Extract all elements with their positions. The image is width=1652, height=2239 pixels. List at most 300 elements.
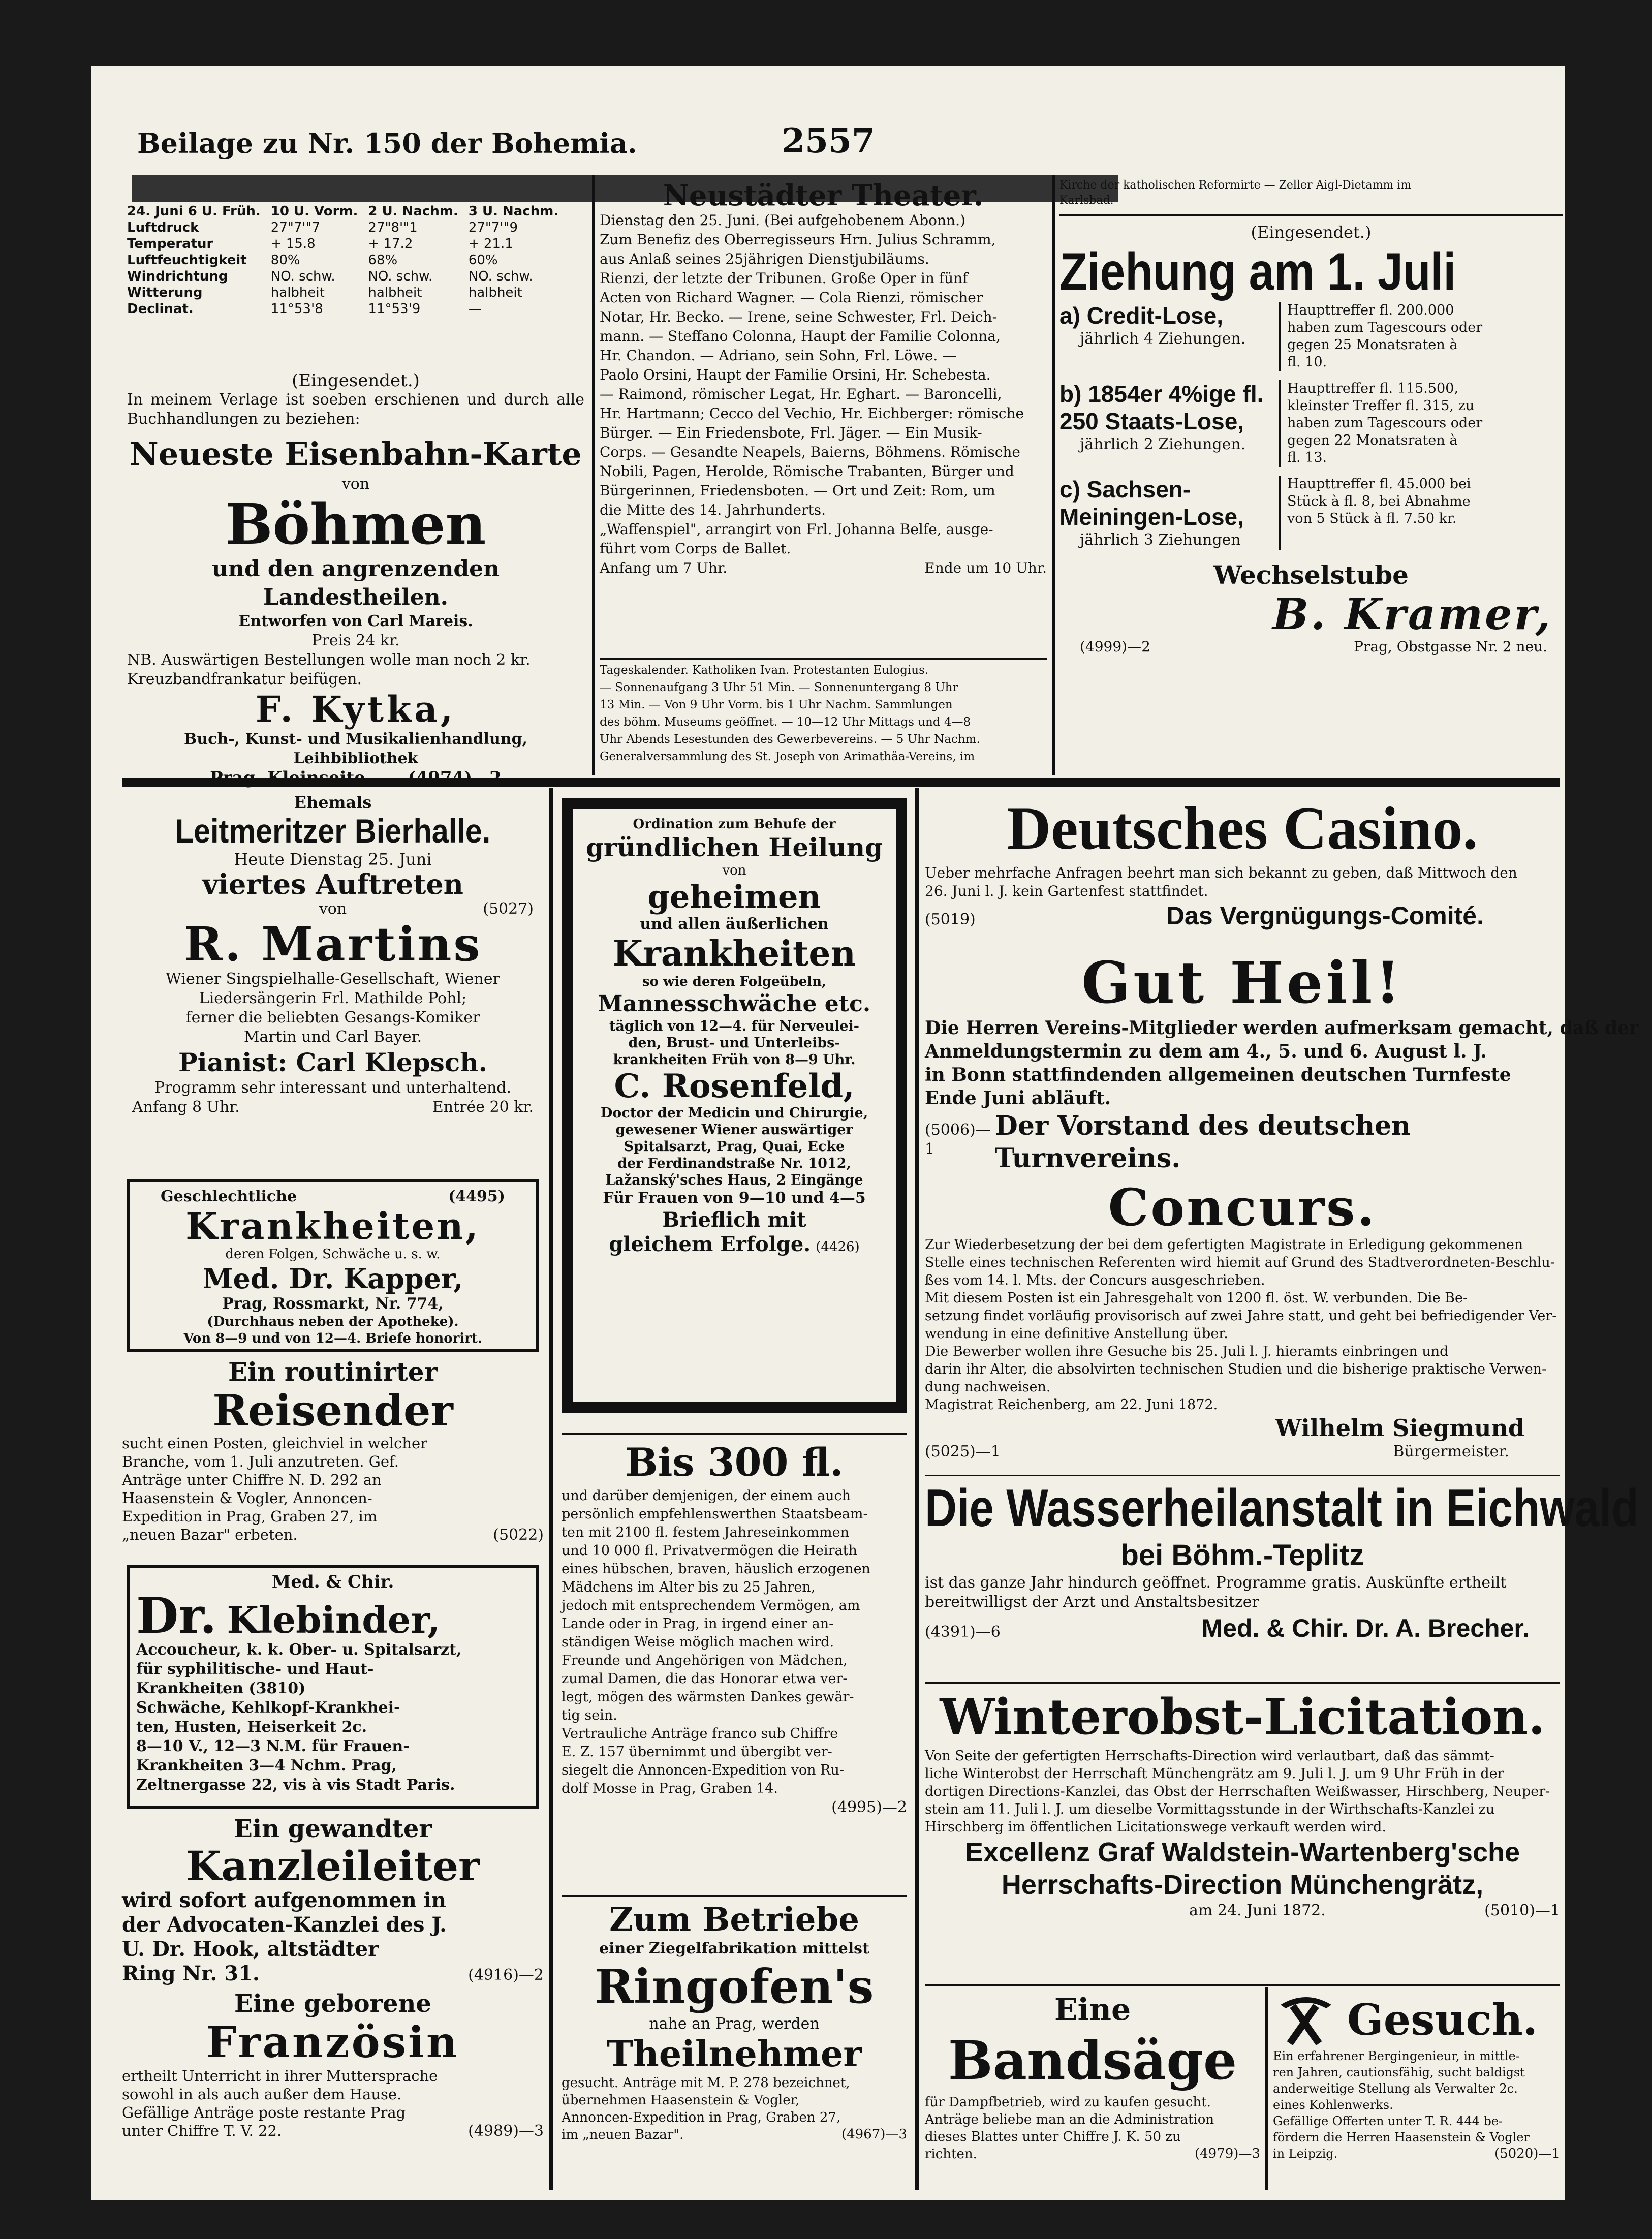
wasser-code: (4391)—6 [925, 1623, 1001, 1641]
theater-line: Bürger. — Ein Friedensbote, Frl. Jäger. — Ein Musik- [600, 424, 982, 441]
theater-line: die Mitte des 14. Jahrhunderts. [600, 502, 826, 518]
kapper-head-row [135, 1187, 531, 1206]
kapper-note: (Durchhaus neben der Apotheke). [207, 1314, 459, 1329]
theater-line: führt vom Corps de Ballet. [600, 540, 791, 557]
bierhalle-desc [122, 970, 544, 1047]
gutheil-title: Gut Heil! [1081, 950, 1404, 1016]
reisender-line: „neuen Bazar" erbeten. [122, 1526, 298, 1543]
ad-kapper [127, 1179, 539, 1352]
casino-text [925, 864, 1560, 900]
weather-cell: — [468, 301, 482, 317]
ziehung-item-info: fl. 10. [1287, 354, 1327, 370]
kanzlei-title: Kanzleileiter [185, 1842, 480, 1890]
concurs-line: darin ihr Alter, die absolvirten technischen Studien und die bisherige praktische Verwen- [925, 1361, 1547, 1377]
ringofen-line: Annoncen-Expedition in Prag, Graben 27, [562, 2110, 841, 2125]
divider-bottom-right [1265, 1987, 1268, 2190]
weather-cell: NO. schw. [368, 269, 433, 284]
ziehung-item-info: Haupttreffer fl. 45.000 bei [1287, 476, 1471, 492]
weather-cell: Luftfeuchtigkeit [127, 253, 247, 268]
bierhalle-ehemals: Ehemals [294, 793, 372, 812]
ad-ziehung [1059, 178, 1563, 778]
firm-kramer: B. Kramer, [1272, 589, 1552, 639]
winterobst-line: Von Seite der gefertigten Herrschafts-Direction wird verlautbart, daß das sämmt- [925, 1748, 1494, 1764]
weather-row [122, 285, 564, 301]
theater-line: mann. — Steffano Colonna, Haupt der Familie Colonna, [600, 328, 1001, 345]
theater-line: Corps. — Gesandte Neapels, Baierns, Böhmens. Römische [600, 444, 1020, 460]
concurs-footer [925, 1442, 1560, 1461]
concurs-line: Zur Wiederbesetzung der bei dem gefertigten Magistrate in Erledigung gekommenen [925, 1237, 1523, 1253]
bierhalle-event: viertes Auftreten [202, 868, 463, 900]
divider-top-right [1052, 175, 1055, 775]
gutheil-sign: Der Vorstand des deutschen Turnvereins. [994, 1110, 1411, 1174]
weather-cell: 80% [270, 253, 300, 268]
weather-cell: + 17.2 [368, 236, 413, 252]
reisender-line: sucht einen Posten, gleichviel in welcher [122, 1435, 428, 1452]
rosenfeld-desc [580, 1105, 889, 1189]
tageskalender-line: des böhm. Museums geöffnet. — 10—12 Uhr Mittags und 4—8 [600, 716, 971, 729]
weather-cell: + 21.1 [468, 236, 513, 252]
wasser-text [925, 1573, 1560, 1612]
theater-start: Anfang um 7 Uhr. [600, 559, 728, 576]
bierhalle-entry: Entrée 20 kr. [432, 1098, 534, 1116]
weather-cell: Temperatur [127, 236, 213, 252]
theater-line: — Raimond, römischer Legat, Hr. Eghart. — Baroncelli, [600, 386, 1002, 402]
concurs-line: dung nachweisen. [925, 1379, 1051, 1395]
page-number: 2557 [782, 121, 875, 161]
theater-line: aus Anlaß seines 25jährigen Dienstjubiläums. [600, 251, 929, 267]
ringofen-line: übernehmen Haasenstein & Vogler, [562, 2093, 800, 2108]
bandsaege-line: Anträge beliebe man an die Administration [925, 2112, 1214, 2127]
ziehung-item-info: Stück à fl. 8, bei Abnahme [1287, 493, 1471, 509]
gesuch-line: fördern die Herren Haasenstein & Vogler [1273, 2130, 1530, 2144]
klebinder-line: Krankheiten (3810) [136, 1680, 306, 1697]
bis300-line: legt, mögen des wärmsten Dankes gewär- [562, 1689, 854, 1705]
kapper-hours: Von 8—9 und von 12—4. Briefe honorirt. [183, 1331, 482, 1346]
bierhalle-von-row [122, 899, 544, 919]
kanzlei-line: Ring Nr. 31. [122, 1962, 260, 1985]
ringofen-line: gesucht. Anträge mit M. P. 278 bezeichnet, [562, 2075, 850, 2091]
concurs-line: Stelle eines technischen Referenten wird hiemit auf Grund des Stadtverordneten-Beschlu- [925, 1255, 1555, 1270]
bis300-line: E. Z. 157 übernimmt und übergibt ver- [562, 1744, 832, 1760]
rosenfeld-code: (4426) [816, 1239, 860, 1255]
winterobst-line: dortigen Directions-Kanzlei, das Obst der Herrschaften Weißwasser, Hirschberg, Neuper- [925, 1784, 1550, 1799]
reisender-line: Expedition in Prag, Graben 27, im [122, 1508, 378, 1525]
weather-cell: 24. Juni 6 U. Früh. [127, 204, 261, 219]
casino-code: (5019) [925, 911, 976, 928]
bierhalle-title: Leitmeritzer Bierhalle. [175, 812, 491, 850]
bis300-line: Lande oder in Prag, in irgend einer an- [562, 1616, 834, 1632]
weather-cell: NO. schw. [468, 269, 533, 284]
concurs-role: Bürgermeister. [1393, 1443, 1509, 1460]
bis300-line: ten mit 2100 fl. festem Jahreseinkommen [562, 1525, 850, 1540]
gesuch-head-row [1273, 1992, 1560, 2048]
rosenfeld-hours-line: täglich von 12—4. für Nerveulei- [609, 1018, 860, 1034]
casino-title: Deutsches Casino. [1007, 794, 1478, 862]
kapper-head: Geschlechtliche [161, 1188, 297, 1205]
bierhalle-pianist: Pianist: Carl Klepsch. [178, 1047, 487, 1077]
ad-bierhalle [122, 793, 544, 1174]
ringofen-sub: einer Ziegelfabrikation mittelst [599, 1940, 869, 1957]
winterobst-line: liche Winterobst der Herrschaft Münchengrätz am 9. Juli l. J. um 9 Uhr Früh in der [925, 1766, 1504, 1782]
bierhalle-desc-line: Martin und Carl Bayer. [243, 1028, 422, 1046]
kapper-addr: Prag, Rossmarkt, Nr. 774, [222, 1295, 444, 1313]
gesuch-line: Ein erfahrener Bergingenieur, in mittle- [1273, 2049, 1520, 2063]
theater-line: Hr. Chandon. — Adriano, sein Sohn, Frl. Löwe. — [600, 347, 957, 364]
rosenfeld-brief: Brieflich mit [662, 1208, 806, 1232]
ringofen-role: Theilnehmer [606, 2033, 862, 2075]
reisender-head: Ein routinirter [228, 1357, 438, 1387]
reisender-line: Haasenstein & Vogler, Annoncen- [122, 1489, 372, 1507]
ringofen-title: Zum Betriebe [609, 1901, 859, 1939]
bis300-line: ständigen Weise möglich machen wird. [562, 1634, 834, 1650]
klebinder-line: 8—10 V., 12—3 N.M. für Frauen- [136, 1737, 410, 1755]
bierhalle-desc-line: Wiener Singspielhalle-Gesellschaft, Wiener [166, 970, 500, 988]
concurs-signer: Wilhelm Siegmund [1275, 1414, 1524, 1442]
weather-cell: 27"8'"1 [368, 220, 418, 235]
ad-author: Entworfen von Carl Mareis. [238, 612, 473, 630]
ad-bandsaege [925, 1992, 1260, 2190]
gesuch-title: Gesuch. [1347, 1995, 1538, 2045]
bis300-line: dolf Mosse in Prag, Graben 14. [562, 1781, 778, 1796]
rosenfeld-title5: Mannesschwäche etc. [598, 991, 871, 1017]
rosenfeld-success: gleichem Erfolge. [609, 1232, 811, 1256]
bierhalle-code: (5027) [483, 900, 534, 918]
rule-bottom-right [925, 1984, 1560, 1986]
wechselstube-label: Wechselstube [1213, 560, 1409, 590]
ad-casino [925, 793, 1560, 945]
bierhalle-date: Heute Dienstag 25. Juni [234, 850, 432, 869]
ziehung-eingesendet: (Eingesendet.) [1251, 223, 1372, 242]
supplement-header: Beilage zu Nr. 150 der Bohemia. [137, 127, 637, 160]
ringofen-line: im „neuen Bazar". [562, 2127, 684, 2142]
casino-sign: Das Vergnügungs-Comité. [1166, 901, 1484, 930]
bis300-line: und 10 000 fl. Privatvermögen die Heirath [562, 1543, 857, 1559]
ziehung-rule [1059, 214, 1563, 216]
ziehung-address: Prag, Obstgasse Nr. 2 neu. [1354, 638, 1547, 655]
ad-title-boehmen: Böhmen [225, 491, 486, 557]
gutheil-line: in Bonn stattfindenden allgemeinen deutschen Turnfeste [925, 1064, 1511, 1085]
bierhalle-footer [122, 1098, 544, 1117]
klebinder-head: Med. & Chir. [271, 1572, 394, 1592]
klebinder-line: Zeltnergasse 22, vis à vis Stadt Paris. [136, 1776, 455, 1794]
tageskalender-line: 13 Min. — Von 9 Uhr Vorm. bis 1 Uhr Nachm. Sammlungen [600, 698, 953, 711]
concurs-code: (5025)—1 [925, 1443, 1001, 1460]
rosenfeld-desc-line: gewesener Wiener auswärtiger [615, 1122, 853, 1138]
klebinder-name: Klebinder, [227, 1598, 441, 1641]
concurs-line: Mit diesem Posten ist ein Jahresgehalt von 1200 fl. öst. W. verbunden. Die Be- [925, 1290, 1468, 1306]
bis300-code: (4995)—2 [831, 1798, 907, 1816]
rosenfeld-title4: Krankheiten [612, 934, 856, 974]
winterobst-line: Hirschberg im öffentlichen Licitationswege verkauft werden wird. [925, 1819, 1387, 1835]
casino-footer [925, 900, 1560, 931]
weather-cell: + 15.8 [270, 236, 316, 252]
ziehung-item-info: Haupttreffer fl. 200.000 [1287, 302, 1454, 318]
wasser-title: Die Wasserheilanstalt in Eichwald [925, 1479, 1639, 1538]
ad-ringofen [562, 1901, 907, 2195]
gutheil-text [925, 1016, 1639, 1110]
ziehung-title: Ziehung am 1. Juli [1059, 242, 1456, 301]
wasser-sub: bei Böhm.-Teplitz [1120, 1539, 1364, 1572]
bandsaege-line: für Dampfbetrieb, wird zu kaufen gesucht. [925, 2095, 1211, 2110]
gesuch-text [1273, 2048, 1560, 2162]
rule-winterobst [925, 1682, 1560, 1684]
kanzlei-line: der Advocaten-Kanzlei des J. [122, 1913, 447, 1937]
rosenfeld-hours-line: krankheiten Früh von 8—9 Uhr. [613, 1052, 856, 1068]
theater-line: Nobili, Pagen, Herolde, Römische Trabanten, Bürger und [600, 463, 1014, 480]
ziehung-item-info: haben zum Tagescours oder [1287, 415, 1483, 431]
weather-row [122, 252, 564, 268]
bandsaege-line: dieses Blattes unter Chiffre J. K. 50 zu [925, 2129, 1181, 2144]
ad-eisenbahn-karte [122, 371, 589, 772]
ad-title: Neueste Eisenbahn-Karte [130, 436, 582, 473]
franzoesin-line: Gefällige Anträge poste restante Prag [122, 2104, 406, 2121]
gesuch-line: Gefällige Offerten unter T. R. 444 be- [1273, 2114, 1503, 2128]
franzoesin-line: sowohl in als auch außer dem Hause. [122, 2086, 402, 2103]
gesuch-line: ren Jahren, cautionsfähig, sucht baldigst [1273, 2065, 1525, 2079]
ad-concurs [925, 1179, 1560, 1474]
ziehung-item [1059, 302, 1563, 371]
franzoesin-head: Eine geborene [234, 1989, 431, 2018]
ringofen-name: Ringofen's [595, 1959, 874, 2014]
tageskalender-line: Uhr Abends Lesestunden des Gewerbevereins. — 5 Uhr Nachm. [600, 733, 980, 746]
bis300-line: und darüber demjenigen, der einem auch [562, 1488, 851, 1504]
ziehung-footer [1059, 637, 1563, 657]
weather-cell: 11°53'8 [270, 301, 323, 317]
concurs-line: ßes vom 14. l. Mts. der Concurs ausgeschrieben. [925, 1272, 1265, 1288]
ziehung-item-info: kleinster Treffer fl. 315, zu [1287, 398, 1475, 414]
weather-cell: 2 U. Nachm. [368, 204, 458, 219]
rosenfeld-title3: und allen äußerlichen [640, 915, 829, 933]
wasser-line: bereitwilligst der Arzt und Anstaltsbesitzer [925, 1593, 1259, 1611]
tageskalender [600, 662, 1047, 773]
franzoesin-title: Französin [206, 2017, 459, 2067]
reisender-line: Branche, vom 1. Juli anzutreten. Gef. [122, 1453, 399, 1470]
weather-cell: 27"7'"9 [468, 220, 518, 235]
rosenfeld-sub: so wie deren Folgeübeln, [642, 974, 827, 989]
bierhalle-desc-line: Liedersängerin Frl. Mathilde Pohl; [199, 989, 467, 1007]
rosenfeld-desc-line: Spitalsarzt, Prag, Quai, Ecke [624, 1139, 845, 1155]
theater-line: Bürgerinnen, Friedensboten. — Ort und Zeit: Rom, um [600, 482, 995, 499]
main-separator [122, 778, 1560, 787]
eingesendet-label: (Eingesendet.) [292, 370, 420, 391]
wasser-line: ist das ganze Jahr hindurch geöffnet. Programme gratis. Auskünfte ertheilt [925, 1574, 1507, 1592]
ziehung-item-info: gegen 25 Monatsraten à [1287, 337, 1458, 353]
ziehung-item-info: Haupttreffer fl. 115.500, [1287, 381, 1458, 396]
weather-row [122, 236, 564, 252]
kapper-title: Krankheiten, [185, 1204, 480, 1248]
klebinder-line: Accoucheur, k. k. Ober- u. Spitalsarzt, [136, 1641, 462, 1659]
rosenfeld-title2: geheimen [647, 878, 821, 915]
gutheil-line: Die Herren Vereins-Mitglieder werden aufmerksam gemacht, daß der [925, 1017, 1639, 1039]
weather-cell: Windrichtung [127, 269, 228, 284]
ziehung-top-line: Karlsbad. [1059, 194, 1114, 207]
divider-lower-right [915, 788, 919, 2190]
theater-line: Hr. Hartmann; Cecco del Vechio, Hr. Eichberger: römische [600, 405, 1024, 422]
concurs-line: Die Bewerber wollen ihre Gesuche bis 25. Juli l. J. hieramts einbringen und [925, 1344, 1449, 1359]
ad-price: Preis 24 kr. [311, 632, 400, 649]
rosenfeld-title1: gründlichen Heilung [585, 832, 883, 862]
ziehung-item [1059, 476, 1563, 550]
rosenfeld-desc-line: Lažanský'sches Haus, 2 Eingänge [605, 1172, 863, 1188]
theater-line: Zum Benefiz des Oberregisseurs Hrn. Julius Schramm, [600, 231, 996, 248]
bis300-line: jedoch mit entsprechendem Vermögen, am [562, 1598, 860, 1613]
winterobst-code: (5010)—1 [1484, 1902, 1560, 1919]
theater-line: Rienzi, der letzte der Tribunen. Große Oper in fünf [600, 270, 968, 287]
rosenfeld-name: C. Rosenfeld, [614, 1067, 855, 1105]
klebinder-name-row [136, 1587, 529, 1644]
wasser-doctor: Med. & Chir. Dr. A. Brecher. [1201, 1614, 1530, 1642]
winterobst-sign1: Excellenz Graf Waldstein-Wartenberg'sche [964, 1837, 1520, 1868]
ad-winterobst [925, 1687, 1560, 1982]
weather-cell: 3 U. Nachm. [468, 204, 559, 219]
ad-bis300 [562, 1438, 907, 1885]
rule-bis300 [562, 1433, 907, 1435]
bierhalle-von: von [319, 900, 347, 918]
casino-line: Ueber mehrfache Anfragen beehrt man sich bekannt zu geben, daß Mittwoch den [925, 864, 1517, 881]
ziehung-code: (4999)—2 [1080, 638, 1150, 655]
weather-cell: halbheit [468, 285, 522, 300]
ad-rosenfeld [562, 798, 907, 1413]
ziehung-item-sub: jährlich 4 Ziehungen. [1080, 330, 1246, 348]
klebinder-dr: Dr. [136, 1587, 217, 1644]
newspaper-page [91, 66, 1639, 2200]
ziehung-item-info: haben zum Tagescours oder [1287, 320, 1483, 335]
bierhalle-start: Anfang 8 Uhr. [132, 1098, 240, 1116]
ad-franzoesin [122, 1989, 544, 2193]
bandsaege-code: (4979)—3 [1195, 2146, 1260, 2161]
weather-data [122, 203, 564, 317]
klebinder-line: für syphilitische- und Haut- [136, 1660, 374, 1678]
ad-note: NB. Auswärtigen Bestellungen wolle man noch 2 kr. Kreuzbandfrankatur beifügen. [127, 651, 531, 688]
ad-reisender [122, 1357, 544, 1560]
hammer-pick-icon [1273, 1992, 1339, 2048]
klebinder-text [136, 1640, 529, 1795]
gesuch-line: eines Kohlenwerks. [1273, 2098, 1393, 2112]
klebinder-line: Krankheiten 3—4 Nchm. Prag, [136, 1757, 397, 1775]
ringofen-near: nahe an Prag, werden [649, 2015, 820, 2033]
ziehung-item-name: c) Sachsen-Meiningen-Lose, [1059, 476, 1244, 530]
gesuch-line: in Leipzig. [1273, 2147, 1338, 2161]
bis300-line: zumal Damen, die das Honorar etwa ver- [562, 1671, 848, 1687]
bierhalle-artist: R. Martins [183, 917, 482, 972]
bis300-line: Mädchens im Alter bis zu 25 Jahren, [562, 1579, 816, 1595]
wasser-footer [925, 1612, 1560, 1644]
kapper-sub: deren Folgen, Schwäche u. s. w. [225, 1247, 441, 1262]
theater-times [600, 558, 1047, 578]
ad-wasserheilanstalt [925, 1479, 1639, 1682]
concurs-line: wendung in eine definitive Anstellung über. [925, 1326, 1228, 1342]
weather-cell: 10 U. Vorm. [270, 204, 358, 219]
gutheil-line: Ende Juni abläuft. [925, 1087, 1111, 1109]
rosenfeld-success-row [580, 1232, 889, 1257]
rosenfeld-desc-line: Doctor der Medicin und Chirurgie, [600, 1105, 868, 1121]
bis300-line: Vertrauliche Anträge franco sub Chiffre [562, 1726, 838, 1742]
weather-row [122, 220, 564, 236]
weather-cell: Witterung [127, 285, 203, 300]
ziehung-item-info: von 5 Stück à fl. 7.50 kr. [1287, 511, 1457, 526]
concurs-line: Magistrat Reichenberg, am 22. Juni 1872. [925, 1397, 1218, 1413]
reisender-line: Anträge unter Chiffre N. D. 292 an [122, 1471, 382, 1488]
weather-cell: Declinat. [127, 301, 194, 317]
kanzlei-code: (4916)—2 [468, 1966, 544, 1984]
rosenfeld-top-line: Ordination zum Behufe der [633, 817, 836, 832]
gutheil-line: Anmeldungstermin zu dem am 4., 5. und 6. August l. J. [925, 1041, 1487, 1062]
casino-line: 26. Juni l. J. kein Gartenfest stattfindet. [925, 883, 1208, 899]
winterobst-footer [925, 1901, 1560, 1920]
ziehung-item-info: gegen 22 Monatsraten à [1287, 432, 1458, 448]
ziehung-item-name: a) Credit-Lose, [1059, 302, 1224, 329]
concurs-line: setzung findet vorläufig provisorisch auf zwei Jahre statt, und geht bei befriedigender Ver- [925, 1308, 1557, 1324]
ziehung-item-name: b) 1854er 4%ige fl. 250 Staats-Lose, [1059, 381, 1264, 434]
weather-row [122, 203, 564, 220]
rosenfeld-top [580, 816, 889, 833]
concurs-text [925, 1236, 1560, 1414]
theater-program [600, 211, 1047, 558]
ad-klebinder [127, 1565, 539, 1809]
tageskalender-line: Generalversammlung des St. Joseph von Arimathäa-Vereins, im [600, 750, 975, 763]
rosenfeld-women: Für Frauen von 9—10 und 4—5 [603, 1189, 866, 1207]
klebinder-line: Schwäche, Kehlkopf-Krankhei- [136, 1699, 400, 1717]
weather-cell: 27"7'"7 [270, 220, 321, 235]
tageskalender-line: — Sonnenaufgang 3 Uhr 51 Min. — Sonnenuntergang 8 Uhr [600, 681, 958, 694]
theater-line: „Waffenspiel", arrangirt von Frl. Johanna Belfe, ausge- [600, 521, 993, 538]
winterobst-line: stein am 11. Juli l. J. um dieselbe Vormittagsstunde in der Wirthschafts-Kanzlei zu [925, 1801, 1495, 1817]
bierhalle-desc-line: ferner die beliebten Gesangs-Komiker [185, 1009, 480, 1027]
kanzlei-head: Ein gewandter [234, 1815, 432, 1843]
theater-rule [600, 658, 1047, 660]
bis300-line: tig sein. [562, 1707, 617, 1723]
theater-line: Notar, Hr. Becko. — Irene, seine Schwester, Frl. Deich- [600, 308, 998, 325]
rosenfeld-von: von [722, 863, 746, 878]
tageskalender-line: Tageskalender. Katholiken Ivan. Protestanten Eulogius. [600, 664, 929, 677]
gesuch-code: (5020)—1 [1494, 2146, 1560, 2161]
ad-gesuch [1273, 1992, 1560, 2190]
weather-row [122, 301, 564, 317]
ziehung-items [1059, 302, 1563, 550]
theater-end: Ende um 10 Uhr. [924, 559, 1047, 576]
ziehung-item-sub: jährlich 3 Ziehungen [1080, 531, 1241, 549]
ziehung-top-lines [1059, 178, 1563, 208]
kanzlei-line: U. Dr. Hook, altstädter [122, 1937, 379, 1961]
bandsaege-head: Eine [1054, 1992, 1131, 2028]
reisender-title: Reisender [212, 1385, 453, 1436]
concurs-title: Concurs. [1108, 1177, 1377, 1237]
weather-cell: halbheit [270, 285, 325, 300]
bierhalle-program: Programm sehr interessant und unterhaltend. [154, 1079, 512, 1097]
ad-subtitle: und den angrenzenden Landestheilen. [211, 556, 500, 610]
winterobst-text [925, 1747, 1560, 1836]
theater-line: Paolo Orsini, Haupt der Familie Orsini, Hr. Schebesta. [600, 366, 991, 383]
rosenfeld-desc-line: der Ferdinandstraße Nr. 1012, [617, 1156, 851, 1171]
ziehung-item-info: fl. 13. [1287, 450, 1327, 465]
divider-lower-left [549, 788, 553, 2190]
bis300-line: persönlich empfehlenswerthen Staatsbeam- [562, 1506, 868, 1522]
theater-line: Dienstag den 25. Juni. (Bei aufgehobenem Abonn.) [600, 212, 965, 229]
weather-cell: 60% [468, 253, 498, 268]
von-label: von [341, 475, 370, 493]
bis300-line: eines hübschen, braven, häuslich erzogenen [562, 1561, 870, 1577]
weather-cell: halbheit [368, 285, 422, 300]
franzoesin-code: (4989)—3 [468, 2122, 544, 2140]
ad-gut-heil [925, 950, 1639, 1179]
publisher-desc: Buch-, Kunst- und Musikalienhandlung, Leihbibliothek [183, 730, 527, 767]
gesuch-line: anderweitige Stellung als Verwalter 2c. [1273, 2081, 1518, 2096]
winterobst-title: Winterobst-Licitation. [940, 1688, 1545, 1746]
rule-ringofen [562, 1895, 907, 1897]
bandsaege-line: richten. [925, 2147, 977, 2162]
divider-top-left [592, 175, 595, 775]
theater-notice [600, 180, 1047, 658]
